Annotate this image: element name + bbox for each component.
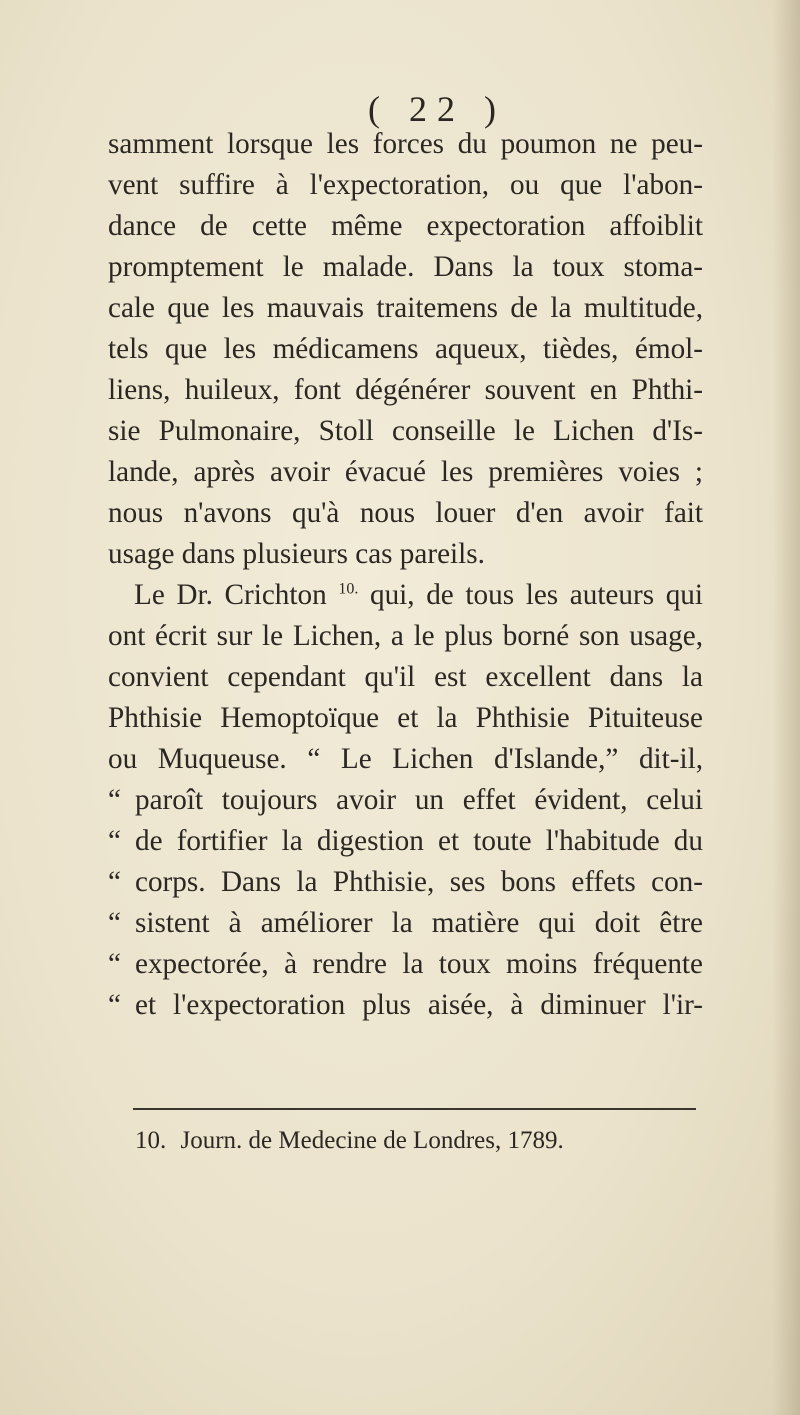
text-line: dance de cette même expectoration affoiblit xyxy=(108,210,703,242)
text-line: ou Muqueuse. “ Le Lichen d'Islande,” dit-il, xyxy=(108,743,703,775)
quote-mark: “ xyxy=(108,825,121,857)
footnote-number: 10. xyxy=(135,1127,167,1154)
text-line: convient cependant qu'il est excellent dans la xyxy=(108,661,703,693)
quoted-text: de fortifier la digestion et toute l'habitude du xyxy=(135,825,703,857)
footnote-divider xyxy=(133,1108,696,1110)
text-line: promptement le malade. Dans la toux stoma- xyxy=(108,251,703,283)
text-line: samment lorsque les forces du poumon ne peu- xyxy=(108,128,703,160)
quoted-text: corps. Dans la Phthisie, ses bons effets con- xyxy=(135,866,703,898)
text-line: nous n'avons qu'à nous louer d'en avoir fait xyxy=(108,497,703,529)
quoted-line xyxy=(108,821,703,862)
text-line: sie Pulmonaire, Stoll conseille le Lichen d'Is- xyxy=(108,415,703,447)
footnote xyxy=(135,1127,564,1155)
text-line: ont écrit sur le Lichen, a le plus borné son usage, xyxy=(108,620,703,652)
quoted-line xyxy=(108,862,703,903)
text-line-crichton xyxy=(108,575,703,616)
quoted-text: et l'expectoration plus aisée, à diminuer l'ir- xyxy=(135,989,703,1021)
quote-mark: “ xyxy=(108,907,121,939)
page-edge-shadow xyxy=(772,0,800,1415)
quoted-text: paroît toujours avoir un effet évident, celui xyxy=(135,784,703,816)
footnote-reference: 10. xyxy=(338,580,359,598)
quoted-text: expectorée, à rendre la toux moins fréquente xyxy=(135,948,703,980)
text-line: Phthisie Hemoptoïque et la Phthisie Pituiteuse xyxy=(108,702,703,734)
quoted-text: sistent à améliorer la matière qui doit être xyxy=(135,907,703,939)
text-line: liens, huileux, font dégénérer souvent en Phthi- xyxy=(108,374,703,406)
text-line: cale que les mauvais traitemens de la multitude, xyxy=(108,292,703,324)
crichton-before: Le Dr. Crichton xyxy=(134,579,327,611)
quoted-line xyxy=(108,944,703,985)
page-number-header: ( 22 ) xyxy=(368,89,506,129)
quote-mark: “ xyxy=(108,784,121,816)
quote-mark: “ xyxy=(108,866,121,898)
text-line: vent suffire à l'expectoration, ou que l'abon- xyxy=(108,169,703,201)
quote-mark: “ xyxy=(108,989,121,1021)
quoted-line xyxy=(108,903,703,944)
footnote-text: Journ. de Medecine de Londres, 1789. xyxy=(180,1127,564,1154)
body-text xyxy=(108,124,703,1026)
quote-mark: “ xyxy=(108,948,121,980)
text-line: lande, après avoir évacué les premières voies ; xyxy=(108,456,703,488)
text-line: tels que les médicamens aqueux, tièdes, émol- xyxy=(108,333,703,365)
crichton-after: qui, de tous les auteurs qui xyxy=(369,579,703,611)
quoted-line xyxy=(108,985,703,1026)
quoted-line xyxy=(108,780,703,821)
text-line: usage dans plusieurs cas pareils. xyxy=(108,538,485,570)
